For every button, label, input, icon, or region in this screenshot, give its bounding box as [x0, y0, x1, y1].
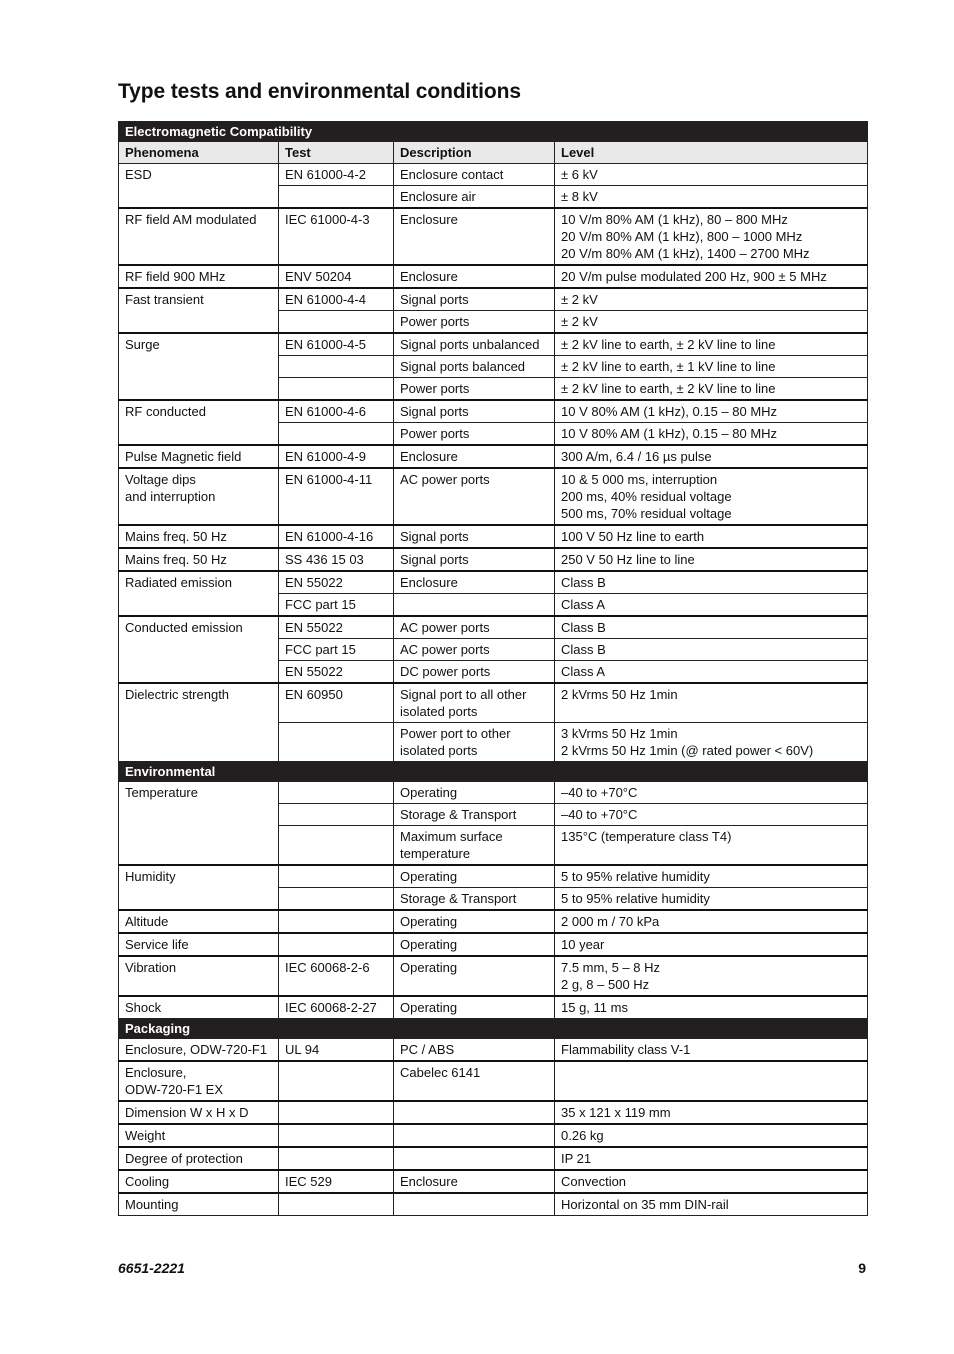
table-row — [119, 208, 868, 265]
page-number: 9 — [858, 1260, 866, 1276]
table-row — [119, 996, 868, 1019]
description-cell: Enclosure contact — [394, 164, 555, 186]
table-row — [119, 1061, 868, 1101]
description-cell: Storage & Transport — [394, 804, 555, 826]
description-cell: Storage & Transport — [394, 888, 555, 911]
description-cell: Power ports — [394, 311, 555, 334]
test-cell — [279, 1124, 394, 1147]
test-cell: EN 60950 — [279, 683, 394, 723]
description-cell: Power ports — [394, 378, 555, 401]
test-cell — [279, 933, 394, 956]
level-cell: 20 V/m pulse modulated 200 Hz, 900 ± 5 MHz — [555, 265, 868, 288]
level-cell: Class B — [555, 571, 868, 594]
phenomena-cell: Fast transient — [119, 288, 279, 333]
description-cell — [394, 1193, 555, 1216]
test-cell — [279, 356, 394, 378]
level-cell: Class B — [555, 639, 868, 661]
table-row — [119, 1170, 868, 1193]
description-cell: AC power ports — [394, 468, 555, 525]
description-cell: Maximum surface temperature — [394, 826, 555, 866]
section-title: Environmental — [119, 762, 868, 782]
test-cell — [279, 378, 394, 401]
column-header: Level — [555, 142, 868, 164]
phenomena-cell: Shock — [119, 996, 279, 1019]
test-cell — [279, 865, 394, 888]
level-cell: 135°C (temperature class T4) — [555, 826, 868, 866]
section-header-row — [119, 1019, 868, 1039]
level-cell: Horizontal on 35 mm DIN-rail — [555, 1193, 868, 1216]
description-cell: Cabelec 6141 — [394, 1061, 555, 1101]
test-cell: EN 55022 — [279, 661, 394, 684]
description-cell: Signal ports balanced — [394, 356, 555, 378]
phenomena-cell: Radiated emission — [119, 571, 279, 616]
table-row — [119, 265, 868, 288]
description-cell: Signal ports — [394, 288, 555, 311]
table-row — [119, 683, 868, 723]
column-header: Phenomena — [119, 142, 279, 164]
level-cell: ± 6 kV — [555, 164, 868, 186]
level-cell: 15 g, 11 ms — [555, 996, 868, 1019]
test-cell — [279, 888, 394, 911]
test-cell: EN 61000-4-5 — [279, 333, 394, 356]
level-cell — [555, 1061, 868, 1101]
test-cell: EN 55022 — [279, 571, 394, 594]
level-cell: 10 year — [555, 933, 868, 956]
level-cell: Convection — [555, 1170, 868, 1193]
phenomena-cell: Temperature — [119, 782, 279, 866]
phenomena-cell: Conducted emission — [119, 616, 279, 683]
page-title: Type tests and environmental conditions — [118, 80, 521, 103]
phenomena-cell: Cooling — [119, 1170, 279, 1193]
phenomena-cell: Surge — [119, 333, 279, 400]
level-cell: 7.5 mm, 5 – 8 Hz 2 g, 8 – 500 Hz — [555, 956, 868, 996]
test-cell — [279, 423, 394, 446]
test-cell: IEC 61000-4-3 — [279, 208, 394, 265]
test-cell — [279, 723, 394, 762]
description-cell: Signal ports — [394, 548, 555, 571]
level-cell: ± 8 kV — [555, 186, 868, 209]
phenomena-cell: Weight — [119, 1124, 279, 1147]
table-row — [119, 1147, 868, 1170]
table-row — [119, 571, 868, 594]
level-cell: ± 2 kV line to earth, ± 2 kV line to line — [555, 378, 868, 401]
test-cell — [279, 1101, 394, 1124]
table-row — [119, 956, 868, 996]
description-cell: PC / ABS — [394, 1039, 555, 1062]
test-cell: EN 61000-4-11 — [279, 468, 394, 525]
test-cell — [279, 186, 394, 209]
description-cell: AC power ports — [394, 616, 555, 639]
level-cell: 250 V 50 Hz line to line — [555, 548, 868, 571]
description-cell — [394, 1101, 555, 1124]
level-cell: ± 2 kV line to earth, ± 2 kV line to line — [555, 333, 868, 356]
level-cell: Class A — [555, 661, 868, 684]
table-row — [119, 910, 868, 933]
test-cell: UL 94 — [279, 1039, 394, 1062]
test-cell: IEC 60068-2-27 — [279, 996, 394, 1019]
level-cell: 300 A/m, 6.4 / 16 µs pulse — [555, 445, 868, 468]
level-cell: 100 V 50 Hz line to earth — [555, 525, 868, 548]
phenomena-cell: Mains freq. 50 Hz — [119, 525, 279, 548]
description-cell — [394, 594, 555, 617]
test-cell — [279, 910, 394, 933]
level-cell: 10 & 5 000 ms, interruption 200 ms, 40% residual voltage 500 ms, 70% residual voltage — [555, 468, 868, 525]
level-cell: IP 21 — [555, 1147, 868, 1170]
phenomena-cell: Dimension W x H x D — [119, 1101, 279, 1124]
phenomena-cell: Humidity — [119, 865, 279, 910]
phenomena-cell: Voltage dips and interruption — [119, 468, 279, 525]
description-cell: Operating — [394, 956, 555, 996]
table-row — [119, 1101, 868, 1124]
description-cell: Enclosure air — [394, 186, 555, 209]
phenomena-cell: Enclosure, ODW-720-F1 EX — [119, 1061, 279, 1101]
section-title: Packaging — [119, 1019, 868, 1039]
table-row — [119, 1124, 868, 1147]
level-cell: 10 V/m 80% AM (1 kHz), 80 – 800 MHz 20 V/m 80% AM (1 kHz), 800 – 1000 MHz 20 V/m 80% AM (1 kHz), 1400 – 2700 MHz — [555, 208, 868, 265]
description-cell: Signal ports — [394, 400, 555, 423]
test-cell — [279, 826, 394, 866]
description-cell: Operating — [394, 933, 555, 956]
test-cell: EN 61000-4-16 — [279, 525, 394, 548]
level-cell: Class B — [555, 616, 868, 639]
description-cell: Power port to other isolated ports — [394, 723, 555, 762]
level-cell: 10 V 80% AM (1 kHz), 0.15 – 80 MHz — [555, 423, 868, 446]
test-cell: FCC part 15 — [279, 639, 394, 661]
description-cell: Operating — [394, 996, 555, 1019]
description-cell: Enclosure — [394, 445, 555, 468]
test-cell — [279, 311, 394, 334]
phenomena-cell: Altitude — [119, 910, 279, 933]
table-row — [119, 865, 868, 888]
test-cell — [279, 1193, 394, 1216]
phenomena-cell: Vibration — [119, 956, 279, 996]
description-cell: Signal port to all other isolated ports — [394, 683, 555, 723]
table-row — [119, 468, 868, 525]
table-row — [119, 525, 868, 548]
table-row — [119, 1039, 868, 1062]
test-cell — [279, 782, 394, 804]
description-cell: Enclosure — [394, 571, 555, 594]
description-cell: Operating — [394, 910, 555, 933]
phenomena-cell: RF conducted — [119, 400, 279, 445]
level-cell: 3 kVrms 50 Hz 1min 2 kVrms 50 Hz 1min (@ rated power < 60V) — [555, 723, 868, 762]
test-cell: FCC part 15 — [279, 594, 394, 617]
phenomena-cell: Dielectric strength — [119, 683, 279, 762]
phenomena-cell: Enclosure, ODW-720-F1 — [119, 1039, 279, 1062]
section-header-row — [119, 122, 868, 142]
level-cell: 10 V 80% AM (1 kHz), 0.15 – 80 MHz — [555, 400, 868, 423]
level-cell: ± 2 kV line to earth, ± 1 kV line to line — [555, 356, 868, 378]
level-cell: Flammability class V-1 — [555, 1039, 868, 1062]
description-cell — [394, 1147, 555, 1170]
description-cell: Operating — [394, 782, 555, 804]
description-cell: Operating — [394, 865, 555, 888]
document-number: 6651-2221 — [118, 1260, 185, 1276]
table-row — [119, 548, 868, 571]
table-row — [119, 333, 868, 356]
description-cell: Enclosure — [394, 1170, 555, 1193]
description-cell: Signal ports unbalanced — [394, 333, 555, 356]
level-cell: 2 kVrms 50 Hz 1min — [555, 683, 868, 723]
test-cell: IEC 529 — [279, 1170, 394, 1193]
test-cell — [279, 804, 394, 826]
phenomena-cell: Pulse Magnetic field — [119, 445, 279, 468]
table-row — [119, 616, 868, 639]
table-row — [119, 288, 868, 311]
spec-table — [118, 121, 868, 1216]
test-cell — [279, 1061, 394, 1101]
description-cell — [394, 1124, 555, 1147]
level-cell: 2 000 m / 70 kPa — [555, 910, 868, 933]
table-row — [119, 445, 868, 468]
description-cell: Enclosure — [394, 208, 555, 265]
test-cell: EN 61000-4-2 — [279, 164, 394, 186]
description-cell: DC power ports — [394, 661, 555, 684]
table-row — [119, 400, 868, 423]
test-cell: EN 61000-4-6 — [279, 400, 394, 423]
level-cell: 5 to 95% relative humidity — [555, 865, 868, 888]
test-cell: IEC 60068-2-6 — [279, 956, 394, 996]
table-row — [119, 1193, 868, 1216]
level-cell: ± 2 kV — [555, 288, 868, 311]
column-header: Description — [394, 142, 555, 164]
phenomena-cell: RF field 900 MHz — [119, 265, 279, 288]
table-row — [119, 933, 868, 956]
table-row — [119, 782, 868, 804]
table-row — [119, 164, 868, 186]
phenomena-cell: Mounting — [119, 1193, 279, 1216]
description-cell: AC power ports — [394, 639, 555, 661]
level-cell: 5 to 95% relative humidity — [555, 888, 868, 911]
phenomena-cell: ESD — [119, 164, 279, 209]
description-cell: Signal ports — [394, 525, 555, 548]
test-cell: EN 61000-4-4 — [279, 288, 394, 311]
test-cell — [279, 1147, 394, 1170]
section-header-row — [119, 762, 868, 782]
level-cell: ± 2 kV — [555, 311, 868, 334]
column-header-row — [119, 142, 868, 164]
test-cell: SS 436 15 03 — [279, 548, 394, 571]
phenomena-cell: Service life — [119, 933, 279, 956]
column-header: Test — [279, 142, 394, 164]
level-cell: –40 to +70°C — [555, 804, 868, 826]
description-cell: Enclosure — [394, 265, 555, 288]
phenomena-cell: Degree of protection — [119, 1147, 279, 1170]
level-cell: Class A — [555, 594, 868, 617]
phenomena-cell: Mains freq. 50 Hz — [119, 548, 279, 571]
section-title: Electromagnetic Compatibility — [119, 122, 868, 142]
level-cell: 0.26 kg — [555, 1124, 868, 1147]
level-cell: 35 x 121 x 119 mm — [555, 1101, 868, 1124]
test-cell: ENV 50204 — [279, 265, 394, 288]
test-cell: EN 55022 — [279, 616, 394, 639]
description-cell: Power ports — [394, 423, 555, 446]
level-cell: –40 to +70°C — [555, 782, 868, 804]
phenomena-cell: RF field AM modulated — [119, 208, 279, 265]
test-cell: EN 61000-4-9 — [279, 445, 394, 468]
